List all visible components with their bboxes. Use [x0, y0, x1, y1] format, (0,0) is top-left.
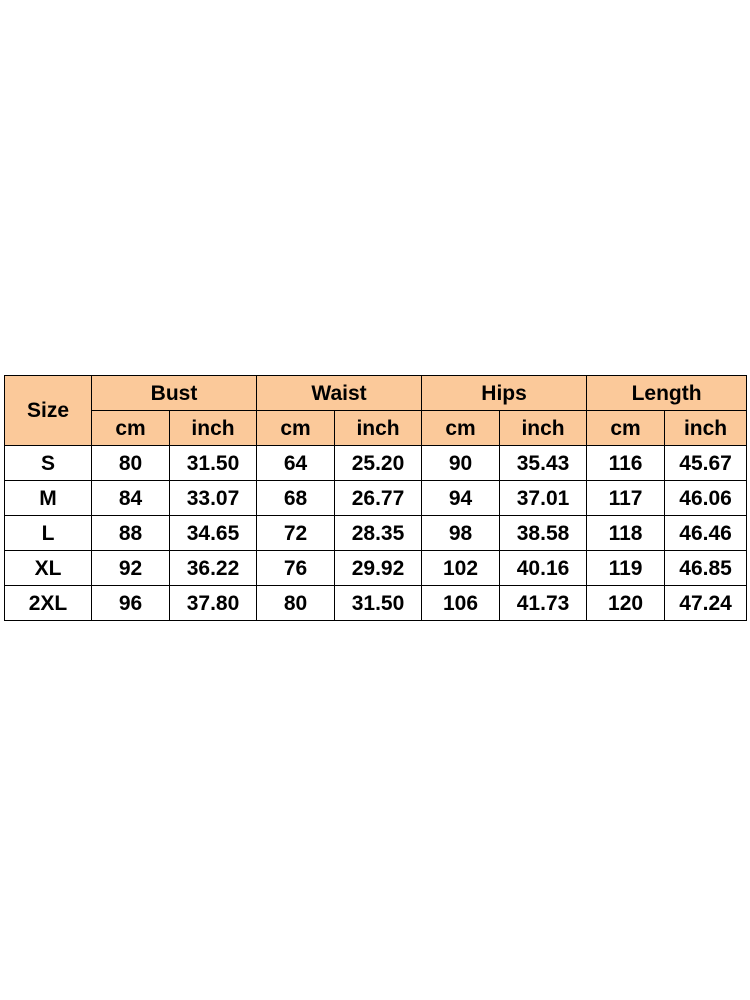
table-cell: 29.92 [335, 551, 422, 586]
unit-header-row [5, 411, 747, 446]
table-cell: 36.22 [170, 551, 257, 586]
unit-header-cell: cm [422, 411, 500, 446]
size-column-header: Size [5, 376, 92, 446]
table-cell: 38.58 [500, 516, 587, 551]
table-cell: 46.06 [665, 481, 747, 516]
table-cell: 41.73 [500, 586, 587, 621]
table-row [5, 446, 747, 481]
table-cell: 84 [92, 481, 170, 516]
table-cell: 31.50 [335, 586, 422, 621]
table-cell: 116 [587, 446, 665, 481]
size-label-cell: L [5, 516, 92, 551]
unit-header-cell: cm [587, 411, 665, 446]
unit-header-cell: cm [92, 411, 170, 446]
table-cell: 90 [422, 446, 500, 481]
table-cell: 88 [92, 516, 170, 551]
table-cell: 37.80 [170, 586, 257, 621]
table-cell: 72 [257, 516, 335, 551]
table-cell: 106 [422, 586, 500, 621]
table-cell: 25.20 [335, 446, 422, 481]
table-cell: 80 [257, 586, 335, 621]
table-cell: 102 [422, 551, 500, 586]
table-row [5, 516, 747, 551]
table-cell: 35.43 [500, 446, 587, 481]
unit-header-cell: inch [665, 411, 747, 446]
table-cell: 26.77 [335, 481, 422, 516]
table-row [5, 481, 747, 516]
table-cell: 119 [587, 551, 665, 586]
unit-header-cell: inch [335, 411, 422, 446]
table-cell: 45.67 [665, 446, 747, 481]
unit-header-cell: inch [170, 411, 257, 446]
table-cell: 96 [92, 586, 170, 621]
table-cell: 40.16 [500, 551, 587, 586]
table-cell: 46.85 [665, 551, 747, 586]
table-cell: 92 [92, 551, 170, 586]
table-cell: 33.07 [170, 481, 257, 516]
size-label-cell: 2XL [5, 586, 92, 621]
table-cell: 28.35 [335, 516, 422, 551]
table-row [5, 586, 747, 621]
table-row [5, 551, 747, 586]
table-cell: 80 [92, 446, 170, 481]
size-chart-table [4, 375, 747, 621]
unit-header-cell: cm [257, 411, 335, 446]
table-cell: 120 [587, 586, 665, 621]
group-header-waist: Waist [257, 376, 422, 411]
group-header-row [5, 376, 747, 411]
size-label-cell: S [5, 446, 92, 481]
table-cell: 68 [257, 481, 335, 516]
table-cell: 46.46 [665, 516, 747, 551]
table-cell: 31.50 [170, 446, 257, 481]
table-cell: 94 [422, 481, 500, 516]
table-cell: 118 [587, 516, 665, 551]
table-cell: 47.24 [665, 586, 747, 621]
table-cell: 34.65 [170, 516, 257, 551]
table-cell: 37.01 [500, 481, 587, 516]
unit-header-cell: inch [500, 411, 587, 446]
table-cell: 98 [422, 516, 500, 551]
table-cell: 76 [257, 551, 335, 586]
group-header-length: Length [587, 376, 747, 411]
size-label-cell: M [5, 481, 92, 516]
group-header-hips: Hips [422, 376, 587, 411]
table-cell: 117 [587, 481, 665, 516]
table-cell: 64 [257, 446, 335, 481]
size-label-cell: XL [5, 551, 92, 586]
group-header-bust: Bust [92, 376, 257, 411]
